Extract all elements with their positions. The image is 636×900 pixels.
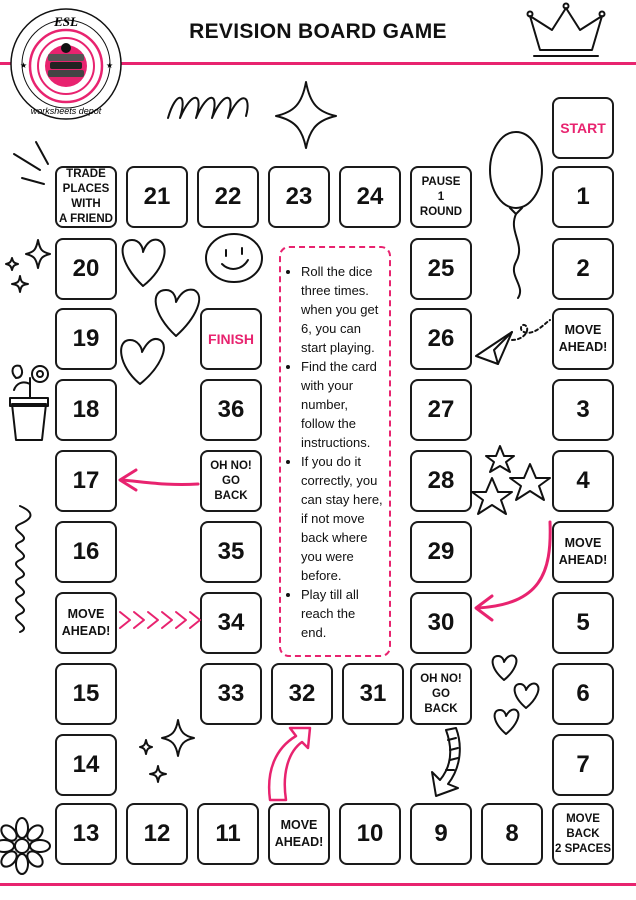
space-number: 34 [217, 609, 245, 636]
space-number: 22 [214, 183, 242, 210]
space-27 [410, 379, 472, 441]
space-9 [410, 803, 472, 865]
sparkle-icon [140, 720, 194, 782]
space-move-ahead-4 [55, 592, 117, 654]
space-21 [126, 166, 188, 228]
svg-text:ESL: ESL [54, 14, 78, 29]
bottom-rule [0, 883, 636, 886]
svg-text:worksheets depot: worksheets depot [30, 106, 102, 116]
space-number: 25 [427, 255, 455, 282]
space-26 [410, 308, 472, 370]
burst-lines-icon [14, 142, 48, 184]
balloon-icon [490, 132, 542, 298]
space-label: OH NO! GO BACK [210, 459, 252, 502]
space-pause [410, 166, 472, 228]
space-15 [55, 663, 117, 725]
heart-icon [123, 240, 165, 286]
flower-icon [0, 818, 50, 874]
space-number: 5 [576, 609, 590, 636]
finish-label: FINISH [208, 330, 254, 347]
space-number: 33 [217, 680, 245, 707]
space-number: 13 [72, 820, 100, 847]
star-icon [472, 446, 550, 514]
space-number: 15 [72, 680, 100, 707]
space-number: 4 [576, 467, 590, 494]
space-number: 11 [215, 820, 241, 847]
space-13 [55, 803, 117, 865]
space-number: 1 [576, 183, 590, 210]
space-number: 18 [72, 396, 100, 423]
space-2 [552, 238, 614, 300]
curved-arrow-up-icon [269, 728, 310, 800]
space-number: 7 [576, 751, 590, 778]
space-36 [200, 379, 262, 441]
space-number: 29 [427, 538, 455, 565]
space-1 [552, 166, 614, 228]
space-number: 2 [576, 255, 590, 282]
space-14 [55, 734, 117, 796]
space-number: 32 [288, 680, 316, 707]
page-title: REVISION BOARD GAME [189, 20, 447, 43]
instructions-list [281, 248, 389, 642]
space-number: 36 [217, 396, 245, 423]
space-18 [55, 379, 117, 441]
chevron-arrows-icon [120, 612, 200, 628]
space-number: 24 [356, 183, 384, 210]
space-label: MOVE AHEAD! [558, 536, 608, 567]
space-5 [552, 592, 614, 654]
space-move-ahead-1 [552, 308, 614, 370]
heart-icon [156, 290, 200, 336]
space-number: 14 [72, 751, 100, 778]
space-number: 23 [285, 183, 313, 210]
start-label: START [560, 119, 606, 136]
space-3 [552, 379, 614, 441]
space-number: 26 [427, 325, 455, 352]
space-number: 20 [72, 255, 100, 282]
loop-doodle-icon [168, 98, 248, 118]
space-29 [410, 521, 472, 583]
heart-icon [121, 339, 164, 384]
smiley-icon [206, 234, 262, 282]
arrow-left-icon [120, 470, 198, 490]
instruction-item: • If you do it correctly, you can stay here, if not move back where you were before. [301, 452, 383, 585]
space-32 [271, 663, 333, 725]
space-label: MOVE AHEAD! [558, 323, 608, 354]
instructions-box [279, 246, 391, 657]
space-7 [552, 734, 614, 796]
curved-arrow-icon [476, 522, 550, 620]
space-23 [268, 166, 330, 228]
space-34 [200, 592, 262, 654]
finish-space [200, 308, 262, 370]
space-28 [410, 450, 472, 512]
esl-logo [8, 6, 124, 122]
space-oh-no-2 [200, 450, 262, 512]
instruction-item: • Find the card with your number, follow the instructions. [301, 357, 383, 452]
space-number: 8 [505, 820, 519, 847]
space-label: TRADE PLACES WITH A FRIEND [59, 168, 113, 225]
space-10 [339, 803, 401, 865]
striped-arrow-icon [432, 728, 460, 796]
space-19 [55, 308, 117, 370]
space-move-ahead-2 [552, 521, 614, 583]
space-trade-places [55, 166, 117, 228]
space-number: 16 [72, 538, 100, 565]
space-number: 10 [356, 820, 384, 847]
space-number: 17 [72, 467, 100, 494]
space-30 [410, 592, 472, 654]
space-16 [55, 521, 117, 583]
space-number: 6 [576, 680, 590, 707]
space-label: MOVE AHEAD! [274, 818, 324, 849]
space-number: 19 [72, 325, 100, 352]
space-label: MOVE BACK 2 SPACES [554, 812, 612, 855]
space-31 [342, 663, 404, 725]
svg-text:★: ★ [106, 61, 114, 70]
heart-icon [495, 709, 519, 734]
flower-pot-icon [10, 366, 48, 440]
instruction-item: • Roll the dice three times. when you get 6, you can start playing. [301, 262, 383, 357]
space-6 [552, 663, 614, 725]
space-number: 21 [143, 183, 171, 210]
space-number: 12 [143, 820, 171, 847]
space-number: 28 [427, 467, 455, 494]
space-4 [552, 450, 614, 512]
space-12 [126, 803, 188, 865]
heart-icon [493, 655, 517, 680]
space-label: PAUSE 1 ROUND [419, 175, 463, 218]
space-22 [197, 166, 259, 228]
space-move-ahead-3 [268, 803, 330, 865]
space-number: 9 [434, 820, 448, 847]
space-number: 3 [576, 396, 590, 423]
space-25 [410, 238, 472, 300]
space-33 [200, 663, 262, 725]
instruction-item: • Play till all reach the end. [301, 585, 383, 642]
svg-text:★: ★ [20, 61, 28, 70]
zigzag-doodle-icon [16, 506, 31, 632]
space-11 [197, 803, 259, 865]
space-number: 27 [427, 396, 455, 423]
heart-icon [515, 683, 539, 708]
sparkle-icon [6, 240, 50, 292]
space-number: 30 [427, 609, 455, 636]
space-move-back [552, 803, 614, 865]
space-number: 35 [217, 538, 245, 565]
space-24 [339, 166, 401, 228]
paper-plane-icon [476, 320, 550, 364]
space-oh-no-1 [410, 663, 472, 725]
start-space [552, 97, 614, 159]
space-20 [55, 238, 117, 300]
space-label: MOVE AHEAD! [61, 607, 111, 638]
space-number: 31 [359, 680, 387, 707]
space-17 [55, 450, 117, 512]
space-35 [200, 521, 262, 583]
space-8 [481, 803, 543, 865]
sparkle-icon [276, 82, 336, 148]
space-label: OH NO! GO BACK [420, 672, 462, 715]
